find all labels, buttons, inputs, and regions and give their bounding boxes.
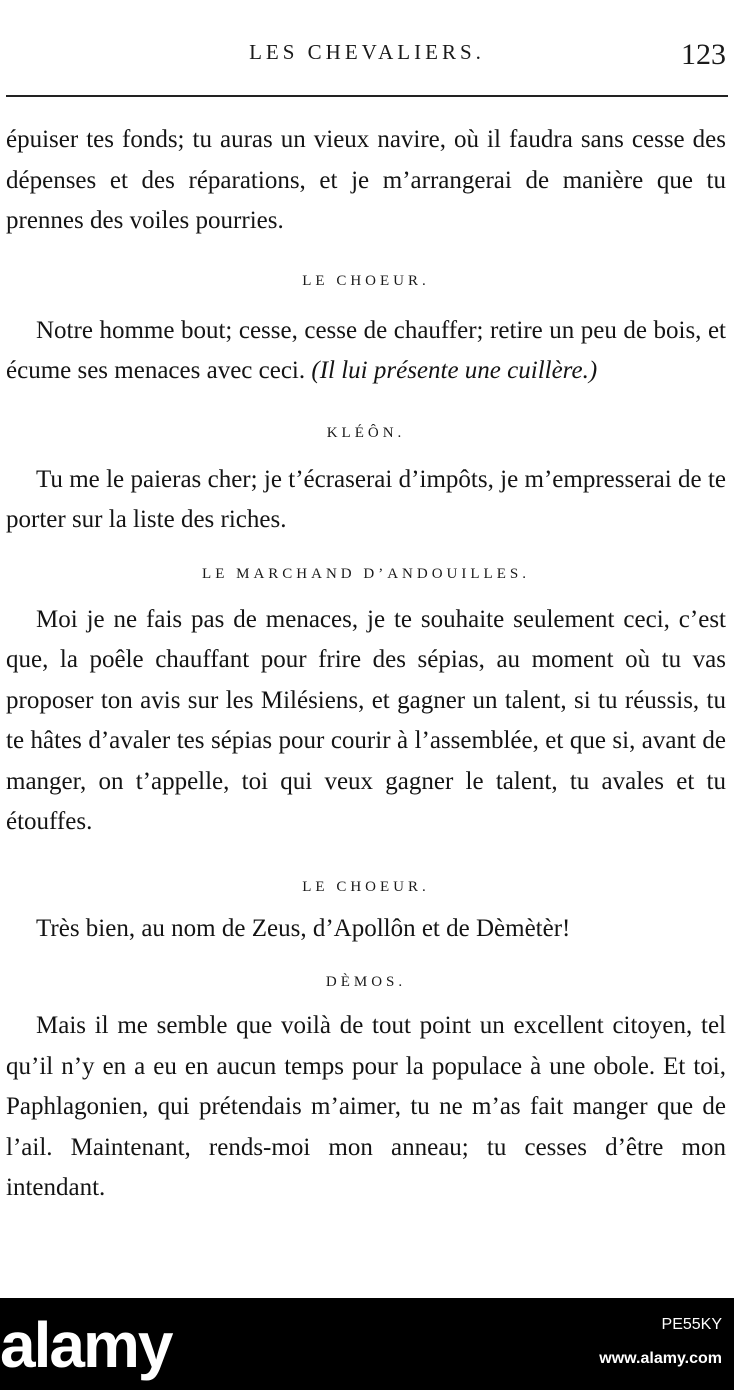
page-number: 123 bbox=[681, 38, 726, 71]
stage-direction: (Il lui présente une cuillère.) bbox=[311, 357, 598, 384]
paragraph-choeur-2: Très bien, au nom de Zeus, d’Apollôn et de Dèmètèr! bbox=[36, 914, 571, 942]
speaker-heading-kleon: KLÉÔN. bbox=[326, 424, 406, 441]
image-id: PE55KY bbox=[661, 1316, 722, 1333]
paragraph-demos: Mais il me semble que voilà de tout point un excellent citoyen, tel qu’il n’y en a eu en aucun temps pour la populace à une obole. Et toi, Paphlagonien, qui prétendais m’aimer, tu ne m’as fait manger que de l’ail. Maintenant, rends-moi mon anneau; tu cesses d’être mon intendant. bbox=[6, 1012, 726, 1201]
page-body bbox=[6, 120, 726, 1209]
watermark-bar bbox=[0, 1298, 734, 1390]
paragraph-marchand: Moi je ne fais pas de menaces, je te souhaite seulement ceci, c’est que, la poêle chauffant pour frire des sépias, au moment où tu vas proposer ton avis sur les Milésiens, et gagner un talent, si tu réussis, tu te hâtes d’avaler tes sépias pour courir à l’assemblée, et que si, avant de manger, on t’appelle, toi qui veux gagner le talent, tu avales et tu étouffes. bbox=[6, 605, 726, 835]
speaker-heading-marchand: LE MARCHAND D’ANDOUILLES. bbox=[202, 565, 530, 582]
speaker-heading-choeur: LE CHOEUR. bbox=[302, 272, 430, 289]
watermark-url: www.alamy.com bbox=[599, 1350, 722, 1367]
page-header bbox=[0, 38, 734, 78]
paragraph-choeur bbox=[6, 311, 726, 392]
paragraph-kleon: Tu me le paieras cher; je t’écraserai d’impôts, je m’empresserai de te porter sur la liste des riches. bbox=[6, 465, 726, 533]
paragraph-choeur-text: Notre homme bout; cesse, cesse de chauffer; retire un peu de bois, et écume ses menaces avec ceci. bbox=[6, 316, 726, 384]
speaker-heading-choeur-2: LE CHOEUR. bbox=[302, 878, 430, 895]
speaker-heading-demos: DÈMOS. bbox=[325, 974, 407, 990]
header-rule bbox=[6, 95, 728, 97]
running-title: LES CHEVALIERS. bbox=[249, 40, 485, 64]
paragraph-continuation: épuiser tes fonds; tu auras un vieux navire, où il faudra sans cesse des dépenses et des réparations, et je m’arrangerai de manière que tu prennes des voiles pourries. bbox=[6, 126, 726, 234]
alamy-logo: alamy bbox=[0, 1309, 172, 1381]
